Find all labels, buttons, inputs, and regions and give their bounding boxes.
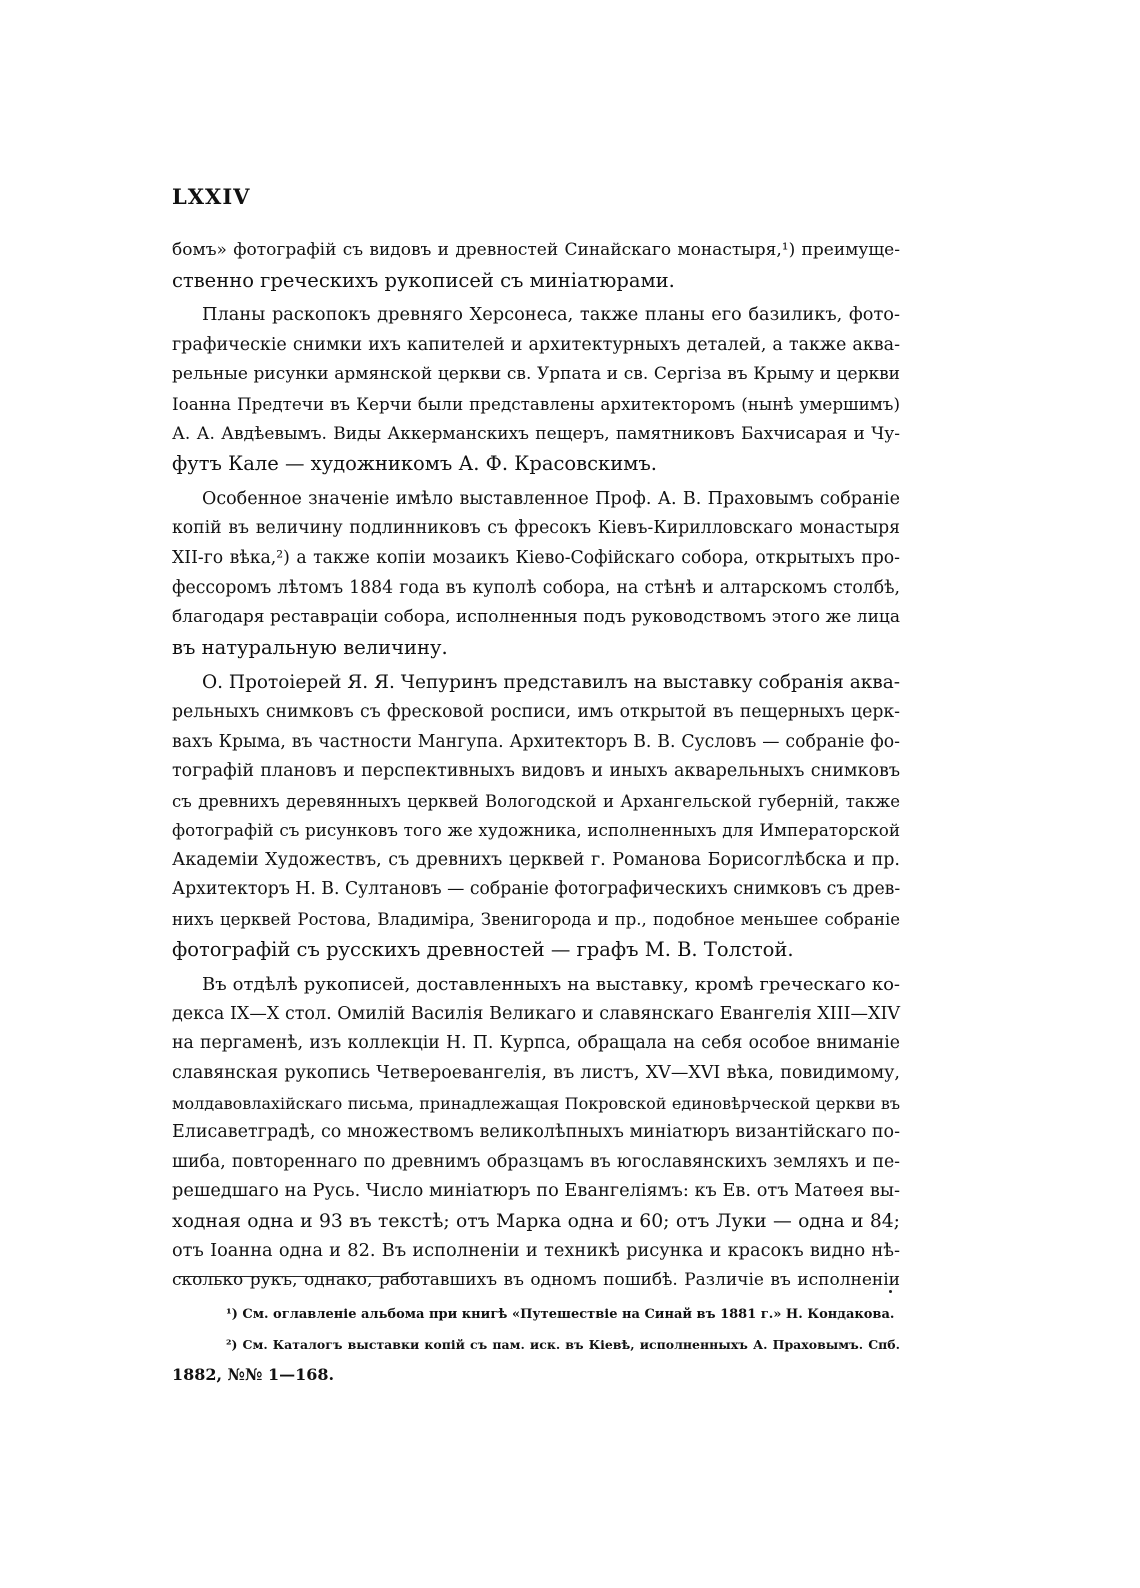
text-line: вахъ Крыма, въ частности Мангупа. Архитекторъ В. В. Сусловъ — собраніе фо- — [172, 731, 900, 752]
footnote-divider — [176, 1276, 430, 1277]
ink-dot — [889, 1290, 892, 1293]
text-line: ходная одна и 93 въ текстѣ; отъ Марка одна и 60; отъ Луки — одна и 84; — [172, 1211, 900, 1232]
text-line: XII-го вѣка,²) а также копіи мозаикъ Кіево-Софійскаго собора, открытыхъ про- — [172, 547, 900, 568]
text-line: копій въ величину подлинниковъ съ фресокъ Кіевъ-Кирилловскаго монастыря — [172, 518, 900, 539]
page-number: LXXIV — [172, 184, 251, 209]
text-line: бомъ» фотографій съ видовъ и древностей Синайскаго монастыря,¹) преимуще- — [172, 240, 900, 260]
footnote-2 — [172, 1330, 900, 1390]
body-text — [172, 236, 900, 1296]
text-line: фотографій съ рисунковъ того же художника, исполненныхъ для Императорской — [172, 820, 900, 841]
text-line: фотографій съ русскихъ древностей — графъ М. В. Толстой. — [172, 937, 794, 961]
text-line: рельные рисунки армянской церкви св. Урпата и св. Сергіза въ Крыму и церкви — [172, 364, 900, 385]
text-line: Іоанна Предтечи въ Керчи были представлены архитекторомъ (нынѣ умершимъ) — [172, 393, 900, 414]
paragraph-3 — [172, 485, 900, 663]
text-line: молдавовлахійскаго письма, принадлежащая Покровской единовѣрческой церкви въ — [172, 1093, 900, 1113]
text-line: графическіе снимки ихъ капителей и архитектурныхъ деталей, а также аква- — [172, 334, 900, 355]
paragraph-5 — [172, 970, 900, 1296]
text-line: О. Протоіерей Я. Я. Чепуринъ представилъ на выставку собранія аква- — [202, 672, 900, 694]
footnote-1 — [172, 1300, 900, 1330]
text-line: Академіи Художествъ, съ древнихъ церквей г. Романова Борисоглѣбска и пр. — [172, 849, 900, 870]
text-line: нихъ церквей Ростова, Владиміра, Звенигорода и пр., подобное меньшее собраніе — [172, 910, 900, 930]
text-line: отъ Іоанна одна и 82. Въ исполненіи и техникѣ рисунка и красокъ видно нѣ- — [172, 1240, 900, 1261]
paragraph-2 — [172, 301, 900, 479]
text-line: съ древнихъ деревянныхъ церквей Вологодской и Архангельской губерній, также — [172, 791, 900, 811]
footnote-line: ²) См. Каталогъ выставки копій съ пам. иск. въ Кіевѣ, исполненныхъ А. Праховымъ. Спб. — [226, 1337, 900, 1352]
text-line: Планы раскопокъ древняго Херсонеса, также планы его базиликъ, фото- — [202, 305, 900, 326]
text-line: А. А. Авдѣевымъ. Виды Аккерманскихъ пещеръ, памятниковъ Бахчисарая и Чу- — [172, 423, 900, 444]
text-line: декса IX—X стол. Омилій Василія Великаго и славянскаго Евангелія XIII—XIV — [172, 1003, 900, 1024]
text-line: въ натуральную величину. — [172, 635, 448, 659]
text-line: Въ отдѣлѣ рукописей, доставленныхъ на выставку, кромѣ греческаго ко- — [202, 974, 900, 996]
text-line: рельныхъ снимковъ съ фресковой росписи, имъ открытой въ пещерныхъ церк- — [172, 701, 900, 722]
footnotes — [172, 1300, 900, 1390]
text-line: Елисаветградѣ, со множествомъ великолѣпныхъ миніатюръ византійскаго по- — [172, 1122, 900, 1143]
footnote-line: 1882, №№ 1—168. — [172, 1365, 335, 1384]
paragraph-4 — [172, 668, 900, 964]
text-line: славянская рукопись Четвероевангелія, въ листъ, XV—XVI вѣка, повидимому, — [172, 1063, 900, 1084]
footnote-line: ¹) См. оглавленіе альбома при книгѣ «Путешествіе на Синай въ 1881 г.» Н. Кондакова. — [226, 1307, 895, 1322]
text-line: Архитекторъ Н. В. Султановъ — собраніе фотографическихъ снимковъ съ древ- — [172, 879, 901, 900]
text-line: шиба, повтореннаго по древнимъ образцамъ въ югославянскихъ земляхъ и пе- — [172, 1151, 900, 1172]
text-line: сколько рукъ, однако, работавшихъ въ одномъ пошибѣ. Различіе въ исполненіи — [172, 1270, 900, 1291]
text-line: благодаря реставраціи собора, исполненныя подъ руководствомъ этого же лица — [172, 607, 900, 628]
text-line: на пергаменѣ, изъ коллекціи Н. П. Курпса, обращала на себя особое вниманіе — [172, 1033, 900, 1054]
paragraph-1 — [172, 236, 900, 295]
text-line: ственно греческихъ рукописей съ миніатюрами. — [172, 268, 675, 292]
text-line: Особенное значеніе имѣло выставленное Проф. А. В. Праховымъ собраніе — [202, 488, 900, 509]
text-line: тографій плановъ и перспективныхъ видовъ и иныхъ акварельныхъ снимковъ — [172, 761, 900, 782]
text-line: решедшаго на Русь. Число миніатюръ по Евангеліямъ: къ Ев. отъ Матѳея вы- — [172, 1181, 900, 1202]
text-line: футъ Кале — художникомъ А. Ф. Красовскимъ. — [172, 452, 657, 476]
text-line: фессоромъ лѣтомъ 1884 года въ куполѣ собора, на стѣнѣ и алтарскомъ столбѣ, — [172, 577, 900, 598]
